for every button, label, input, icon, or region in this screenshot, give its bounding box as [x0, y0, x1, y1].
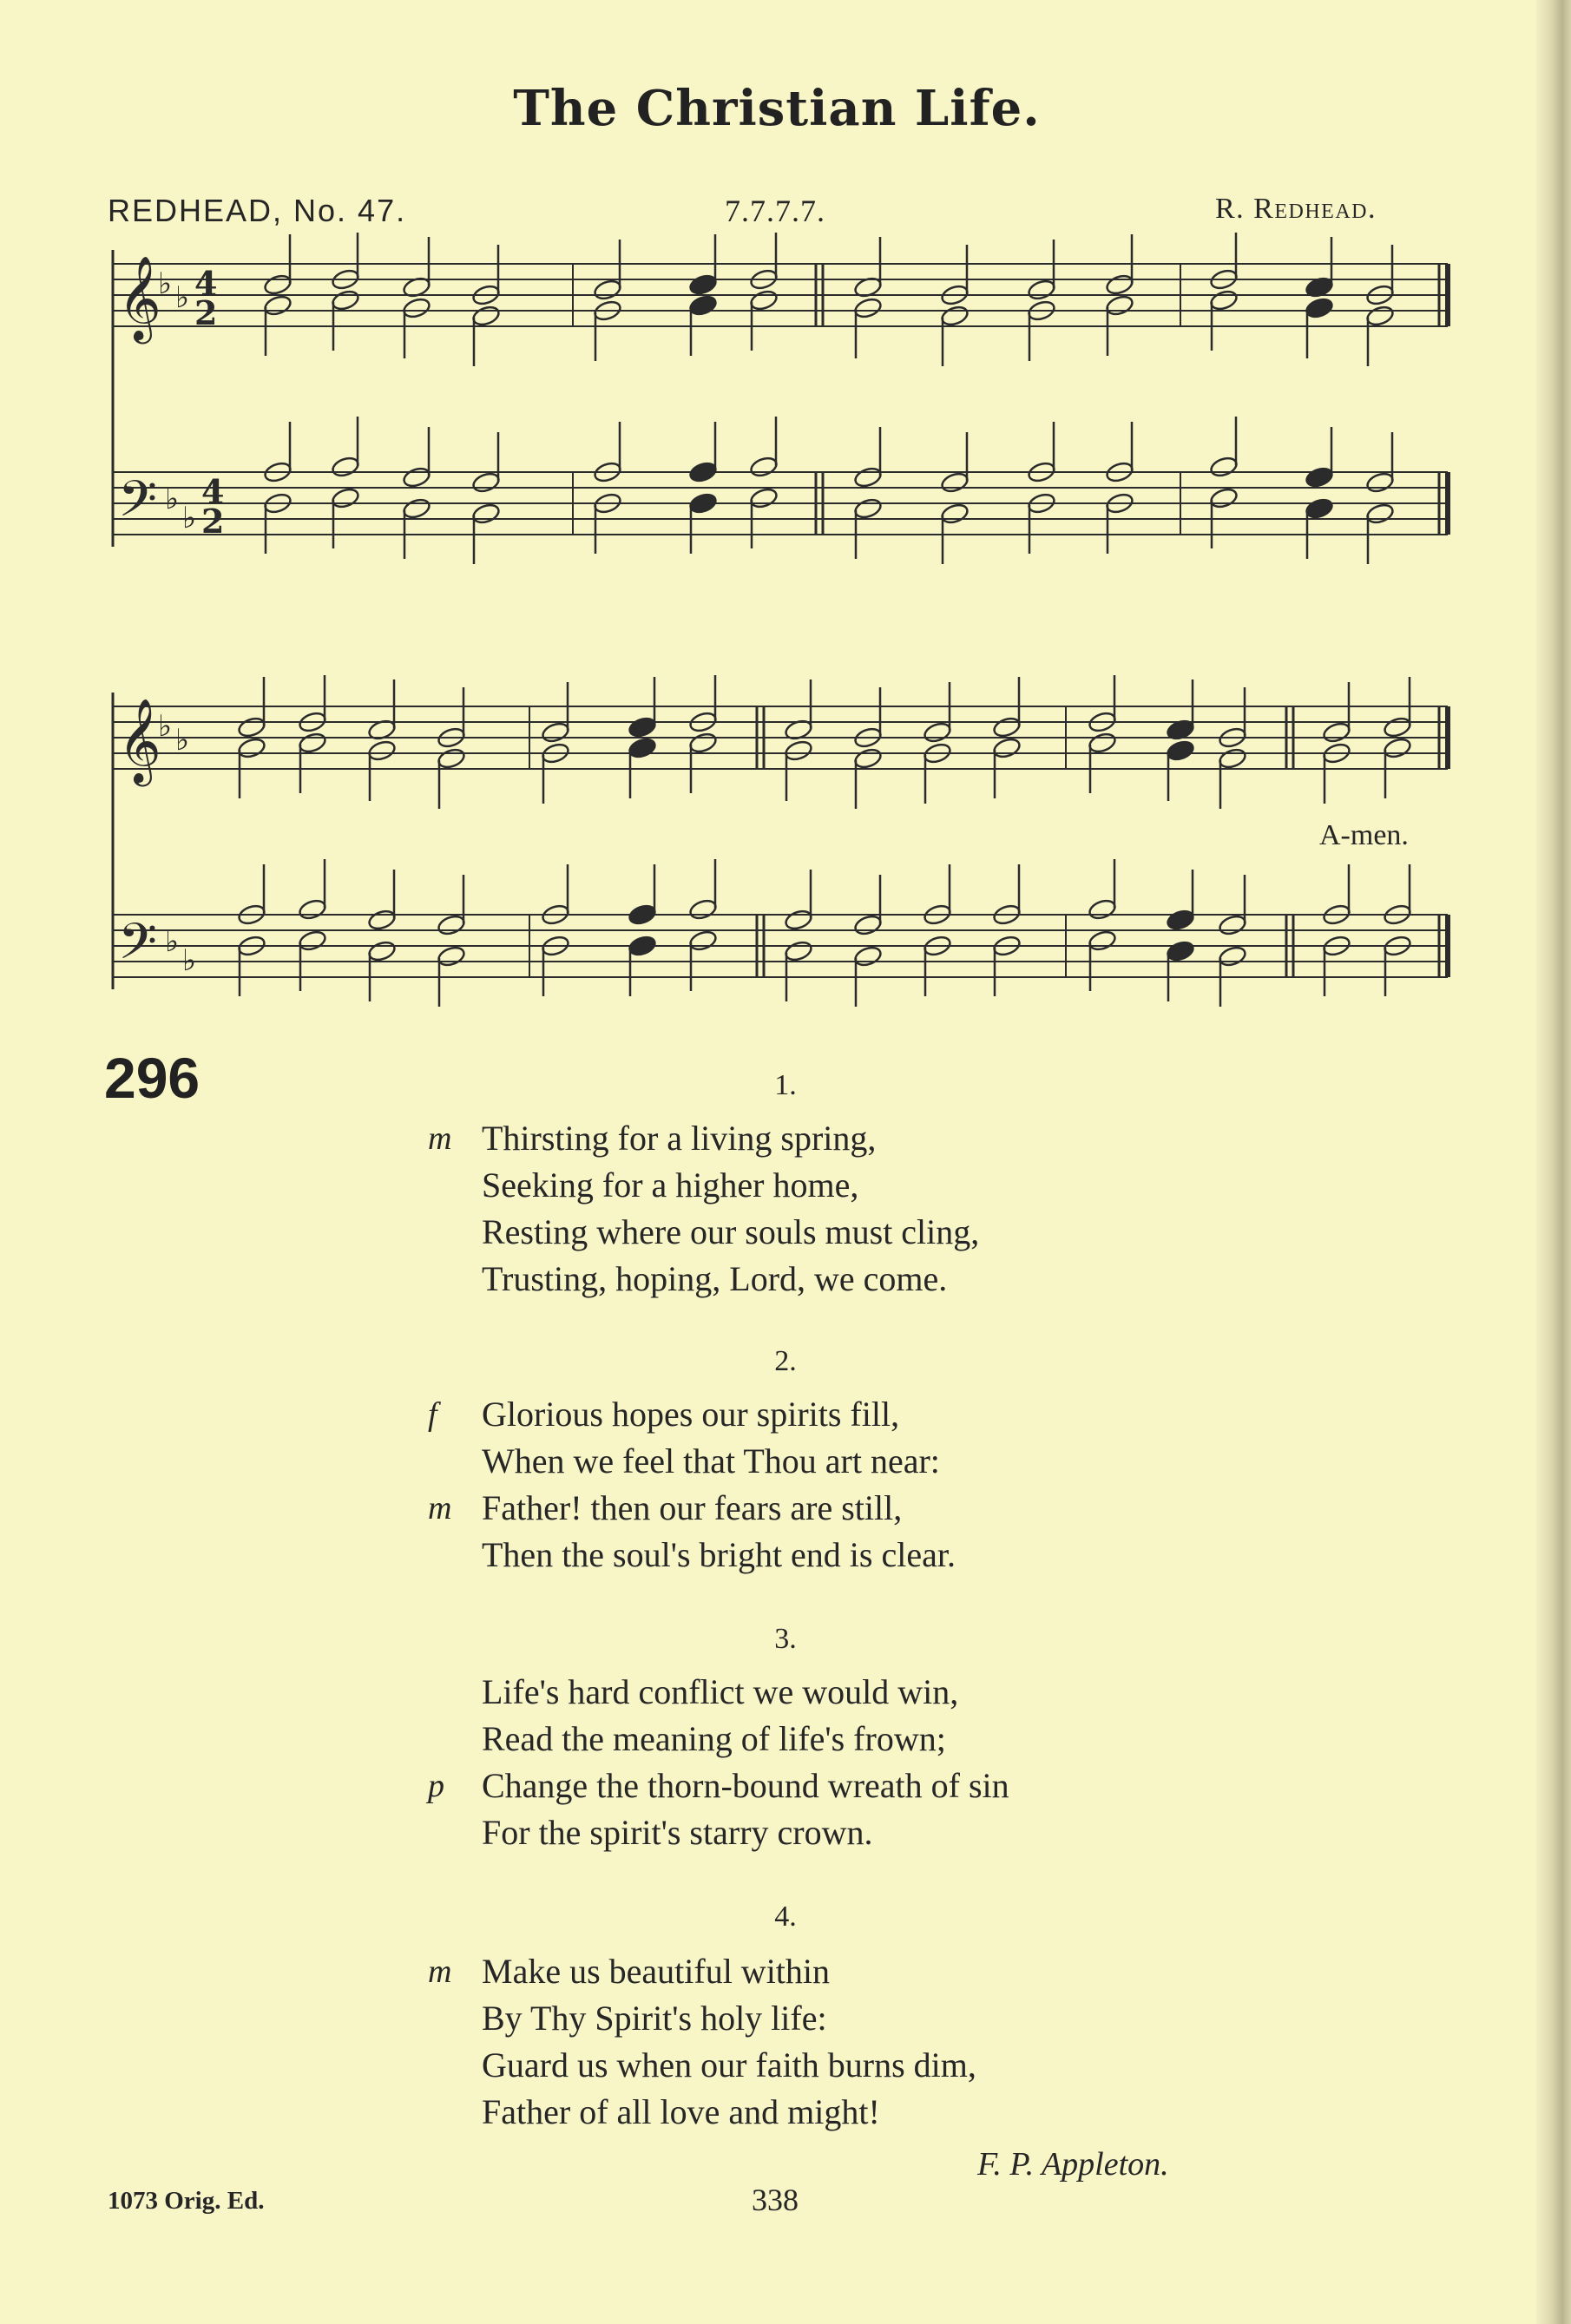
hymn-author: F. P. Appleton. [977, 2146, 1169, 2183]
notehead [628, 736, 657, 759]
notehead [1105, 272, 1134, 296]
notehead [688, 491, 718, 515]
notehead [749, 288, 779, 312]
notehead [237, 736, 266, 759]
notehead [437, 746, 466, 770]
notehead [593, 278, 622, 301]
notehead [784, 739, 813, 762]
notehead [628, 934, 657, 957]
verse-line: Seeking for a higher home, [482, 1165, 859, 1205]
notehead [237, 715, 266, 739]
notehead [853, 944, 883, 968]
notehead [749, 455, 779, 478]
verse-line: For the spirit's starry crown. [482, 1813, 873, 1852]
notehead [263, 293, 293, 317]
svg-text:♭: ♭ [165, 924, 180, 959]
notehead [331, 455, 360, 478]
notehead [298, 897, 327, 921]
svg-text:4: 4 [201, 472, 225, 511]
notehead [1166, 739, 1195, 762]
notehead [298, 929, 327, 952]
notehead [367, 939, 397, 962]
notehead [331, 288, 360, 312]
notehead [940, 470, 970, 494]
notehead [1365, 470, 1395, 494]
verse-number: 1. [774, 1069, 797, 1101]
notehead [923, 720, 952, 744]
notehead [688, 460, 718, 483]
notehead [628, 903, 657, 926]
notehead [367, 739, 397, 762]
notehead [853, 465, 883, 489]
tune-composer: R. Redhead. [1215, 193, 1377, 225]
notehead [1365, 304, 1395, 327]
notehead [853, 296, 883, 319]
verse-line: By Thy Spirit's holy life: [482, 1999, 827, 2038]
notehead [437, 913, 466, 936]
notehead [1218, 913, 1247, 936]
svg-text:𝄞: 𝄞 [118, 255, 161, 340]
tune-meter: 7.7.7.7. [725, 194, 825, 228]
notehead [1209, 486, 1239, 509]
notehead [992, 736, 1022, 759]
notehead [541, 720, 570, 744]
notehead [1088, 897, 1117, 921]
notehead [784, 939, 813, 962]
hymn-number: 296 [104, 1046, 200, 1110]
notehead [1365, 502, 1395, 525]
verse-line: Change the thorn-bound wreath of sin [482, 1766, 1009, 1805]
notehead [263, 272, 293, 296]
notehead [1088, 731, 1117, 754]
notehead [749, 486, 779, 509]
notehead [940, 502, 970, 525]
verse-number: 2. [774, 1345, 797, 1377]
verse-line: Father! then our fears are still, [482, 1488, 903, 1527]
svg-text:𝄢: 𝄢 [118, 469, 158, 541]
notehead [853, 746, 883, 770]
page-edge [1536, 0, 1571, 2324]
verse-line: Resting where our souls must cling, [482, 1212, 980, 1251]
verse-line: Trusting, hoping, Lord, we come. [482, 1259, 948, 1298]
notehead [1383, 715, 1412, 739]
verse-number: 3. [774, 1623, 797, 1655]
verse-line: Glorious hopes our spirits fill, [482, 1395, 900, 1434]
verse-line: Make us beautiful within [482, 1952, 831, 1991]
notehead [1166, 908, 1195, 931]
verse-line: Father of all love and might! [482, 2092, 880, 2131]
notehead [437, 944, 466, 968]
notehead [688, 272, 718, 296]
section-title: The Christian Life. [513, 80, 1041, 137]
verse-line: Life's hard conflict we would win, [482, 1672, 959, 1711]
notehead [853, 913, 883, 936]
svg-text:♭: ♭ [158, 266, 173, 301]
verse-line: Thirsting for a living spring, [482, 1119, 877, 1158]
notehead [298, 731, 327, 754]
notehead [784, 908, 813, 931]
dynamic-mark: m [428, 1953, 452, 1990]
notehead [1218, 746, 1247, 770]
notehead [1305, 465, 1334, 489]
notehead [1218, 944, 1247, 968]
edition-note: 1073 Orig. Ed. [108, 2187, 265, 2215]
notehead [402, 496, 431, 520]
svg-text:♭: ♭ [182, 501, 197, 535]
svg-text:4: 4 [194, 264, 218, 303]
verse-number: 4. [774, 1901, 797, 1933]
svg-text:2: 2 [201, 502, 225, 541]
svg-text:♭: ♭ [175, 723, 190, 758]
amen-lyric: A-men. [1319, 819, 1409, 851]
notehead [1027, 278, 1056, 301]
page-number: 338 [752, 2183, 799, 2217]
notehead [402, 465, 431, 489]
verse-line: Then the soul's bright end is clear. [482, 1535, 956, 1574]
notehead [471, 470, 501, 494]
notehead [940, 304, 970, 327]
notehead [1383, 736, 1412, 759]
notehead [367, 908, 397, 931]
notehead [628, 715, 657, 739]
notehead [688, 897, 718, 921]
music-system-2 [104, 675, 1458, 1040]
dynamic-mark: p [428, 1768, 444, 1804]
svg-text:♭: ♭ [175, 280, 190, 315]
notehead [1209, 455, 1239, 478]
svg-text:♭: ♭ [182, 943, 197, 978]
verse-line: Guard us when our faith burns dim, [482, 2045, 976, 2084]
notehead [1322, 720, 1351, 744]
notehead [688, 731, 718, 754]
dynamic-mark: m [428, 1120, 452, 1157]
notehead [853, 496, 883, 520]
notehead [331, 486, 360, 509]
dynamic-mark: m [428, 1490, 452, 1526]
notehead [471, 502, 501, 525]
verse-line: Read the meaning of life's frown; [482, 1719, 946, 1758]
notehead [688, 293, 718, 317]
tune-name: REDHEAD, No. 47. [108, 193, 407, 228]
notehead [1088, 929, 1117, 952]
notehead [688, 929, 718, 952]
dynamic-mark: f [428, 1396, 437, 1433]
notehead [402, 296, 431, 319]
notehead [1305, 496, 1334, 520]
notehead [471, 304, 501, 327]
notehead [1209, 288, 1239, 312]
svg-text:2: 2 [194, 293, 218, 332]
notehead [1305, 296, 1334, 319]
verse-line: When we feel that Thou art near: [482, 1441, 940, 1480]
svg-text:♭: ♭ [158, 709, 173, 744]
notehead [1166, 939, 1195, 962]
svg-text:𝄞: 𝄞 [118, 698, 161, 783]
svg-text:♭: ♭ [165, 482, 180, 516]
music-system-1 [104, 233, 1458, 597]
svg-text:𝄢: 𝄢 [118, 912, 158, 983]
notehead [1105, 293, 1134, 317]
notehead [992, 715, 1022, 739]
